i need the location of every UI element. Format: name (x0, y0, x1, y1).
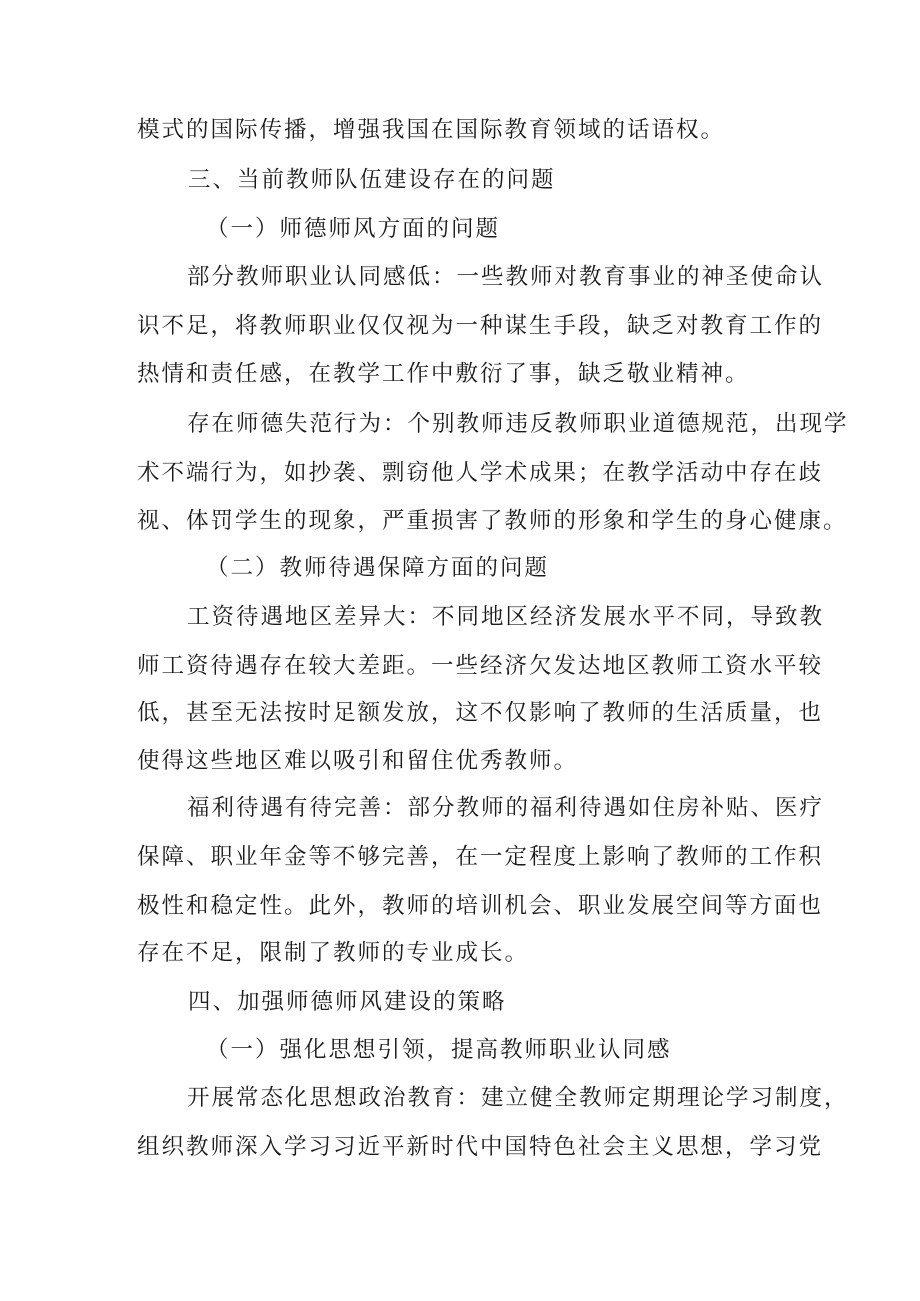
paragraph-line: 极性和稳定性。此外，教师的培训机会、职业发展空间等方面也 (137, 893, 824, 919)
subsection-heading: （一）强化思想引领，提高教师职业认同感 (206, 1037, 672, 1063)
section-heading: 三、当前教师队伍建设存在的问题 (188, 167, 556, 193)
paragraph-line: 存在师德失范行为：个别教师违反教师职业道德规范，出现学 (187, 411, 849, 437)
paragraph-line: 识不足，将教师职业仅仅视为一种谋生手段，缺乏对教育工作的 (137, 313, 824, 339)
subsection-heading: （二）教师待遇保障方面的问题 (206, 555, 550, 581)
paragraph-line: 低，甚至无法按时足额发放，这不仅影响了教师的生活质量，也 (137, 700, 824, 726)
paragraph-line: 使得这些地区难以吸引和留住优秀教师。 (137, 748, 579, 774)
paragraph-line: 部分教师职业认同感低：一些教师对教育事业的神圣使命认 (187, 264, 825, 290)
paragraph-line: 福利待遇有待完善：部分教师的福利待遇如住房补贴、医疗 (187, 795, 825, 821)
paragraph-line: 热情和责任感，在教学工作中敷衍了事，缺乏敬业精神。 (137, 361, 750, 387)
paragraph-line: 组织教师深入学习习近平新时代中国特色社会主义思想，学习党 (137, 1134, 824, 1160)
paragraph-line: 开展常态化思想政治教育：建立健全教师定期理论学习制度， (187, 1085, 849, 1111)
paragraph-line: 视、体罚学生的现象，严重损害了教师的形象和学生的身心健康。 (137, 508, 848, 534)
subsection-heading: （一）师德师风方面的问题 (206, 216, 501, 242)
paragraph-line: 存在不足，限制了教师的专业成长。 (137, 940, 530, 966)
paragraph-line: 师工资待遇存在较大差距。一些经济欠发达地区教师工资水平较 (137, 653, 824, 679)
paragraph-line: 保障、职业年金等不够完善，在一定程度上影响了教师的工作积 (137, 844, 824, 870)
body-line: 模式的国际传播，增强我国在国际教育领域的话语权。 (137, 117, 726, 143)
paragraph-line: 术不端行为，如抄袭、剽窃他人学术成果；在教学活动中存在歧 (137, 460, 824, 486)
paragraph-line: 工资待遇地区差异大：不同地区经济发展水平不同，导致教 (187, 604, 825, 630)
section-heading: 四、加强师德师风建设的策略 (188, 989, 507, 1015)
